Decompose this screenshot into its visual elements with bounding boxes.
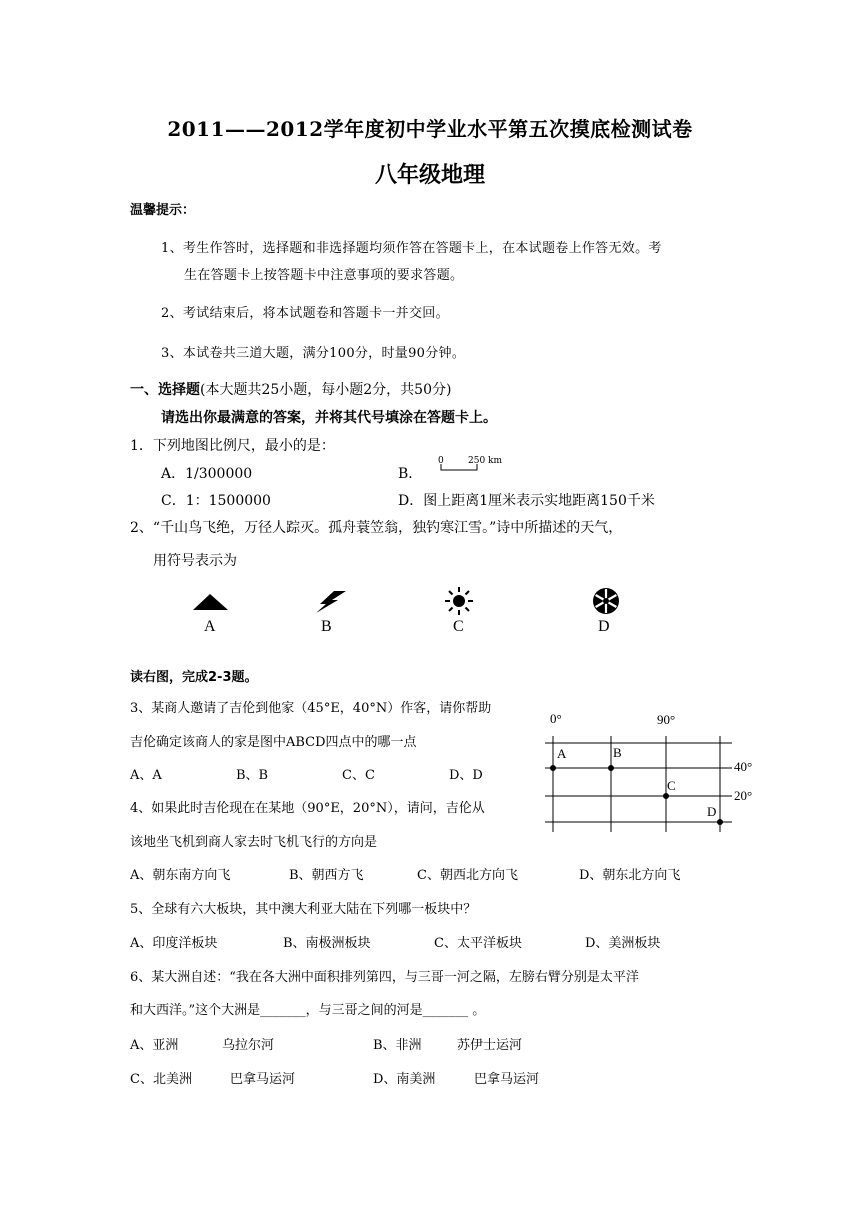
exam-title: 2011——2012学年度初中学业水平第五次摸底检测试卷 — [167, 117, 693, 141]
point-d-label: D — [707, 804, 717, 819]
lon-label-0: 0° — [550, 711, 562, 726]
point-a-label: A — [557, 746, 567, 761]
tip-3: 3、本试卷共三道大题，满分100分，时量90分钟。 — [161, 346, 466, 361]
q2-stem: 2、“千山鸟飞绝，万径人踪灭。孤舟蓑笠翁，独钓寒江雪。”诗中所描述的天气， — [130, 520, 623, 536]
q5-option-c: C、太平洋板块 — [434, 936, 522, 951]
q3-stem-cont: 吉伦确定该商人的家是图中ABCD四点中的哪一点 — [130, 735, 417, 750]
tip-2: 2、考试结束后，将本试题卷和答题卡一并交回。 — [161, 306, 449, 321]
section-note: (本大题共25小题，每小题2分，共50分) — [200, 382, 452, 398]
q3-option-c: C、C — [342, 768, 375, 783]
q6-option-a: A、亚洲 — [130, 1038, 179, 1053]
q4-option-c: C、朝西北方向飞 — [417, 868, 518, 883]
q1-stem: 1．下列地图比例尺，最小的是： — [130, 438, 335, 454]
lat-label-40: 40° — [734, 759, 753, 774]
point-b-marker — [608, 765, 614, 771]
q6-stem-cont: 和大西洋。”这个大洲是_______，与三哥之间的河是_______ 。 — [130, 1003, 486, 1018]
q2-stem-cont: 用符号表示为 — [153, 553, 237, 569]
section-heading — [130, 379, 451, 399]
section-title: 一、选择题 — [130, 382, 200, 398]
q5-option-a: A、印度洋板块 — [130, 936, 218, 951]
scale-bar — [438, 456, 508, 476]
q1-option-c: C．1：1500000 — [161, 493, 271, 509]
q4-option-a: A、朝东南方向飞 — [130, 868, 231, 883]
q2-label-d: D — [598, 618, 610, 635]
q4-option-b: B、朝西方飞 — [289, 868, 364, 883]
point-d-marker — [717, 819, 723, 825]
q4-option-d: D、朝东北方向飞 — [579, 868, 681, 883]
q4-stem-cont: 该地坐飞机到商人家去时飞机飞行的方向是 — [130, 835, 378, 850]
q2-label-b: B — [321, 618, 332, 635]
q5-option-b: B、南极洲板块 — [283, 936, 371, 951]
q1-option-a: A．1/300000 — [161, 466, 253, 482]
tip-1-cont: 生在答题卡上按答题卡中注意事项的要求答题。 — [184, 268, 464, 283]
overcast-icon — [192, 592, 230, 612]
q2-label-a: A — [204, 618, 216, 635]
point-a-marker — [550, 765, 556, 771]
tip-1: 1、考生作答时，选择题和非选择题均须作答在答题卡上，在本试题卷上作答无效。考 — [161, 241, 662, 256]
point-c-label: C — [667, 778, 676, 793]
q5-option-d: D、美洲板块 — [585, 936, 661, 951]
q3-option-a: A、A — [130, 768, 162, 783]
q3-option-b: B、B — [236, 768, 269, 783]
lat-label-20: 20° — [734, 788, 753, 803]
q6-option-c-river: 巴拿马运河 — [230, 1072, 296, 1087]
scale-zero: 0 — [438, 456, 444, 466]
exam-subject: 八年级地理 — [374, 163, 485, 188]
q3-option-d: D、D — [449, 768, 483, 783]
q1-option-d: D．图上距离1厘米表示实地距离150千米 — [398, 493, 655, 509]
section-instruction: 请选出你最满意的答案，并将其代号填涂在答题卡上。 — [161, 410, 497, 426]
sunny-icon — [444, 586, 474, 616]
read-map-instruction: 读右图，完成2-3题。 — [130, 670, 258, 685]
q6-option-b: B、非洲 — [373, 1038, 422, 1053]
q2-label-c: C — [453, 618, 464, 635]
lon-label-90: 90° — [657, 712, 676, 727]
point-b-label: B — [613, 745, 622, 760]
q6-stem: 6、某大洲自述：“我在各大洲中面积排列第四，与三哥一河之隔，左膀右臂分别是太平洋 — [130, 970, 639, 985]
q1-option-b: B． — [398, 466, 423, 482]
q6-option-b-river: 苏伊士运河 — [457, 1038, 523, 1053]
q3-stem: 3、某商人邀请了吉伦到他家（45°E，40°N）作客，请你帮助 — [130, 701, 492, 716]
snow-icon — [590, 586, 622, 616]
q4-stem: 4、如果此时吉伦现在在某地（90°E，20°N），请问，吉伦从 — [130, 801, 485, 816]
lightning-icon — [312, 589, 348, 615]
q6-option-c: C、北美洲 — [130, 1072, 192, 1087]
q6-option-d-river: 巴拿马运河 — [474, 1072, 540, 1087]
tips-heading: 温馨提示： — [130, 203, 196, 218]
q6-option-a-river: 乌拉尔河 — [222, 1038, 275, 1053]
scale-value: 250 km — [468, 456, 503, 466]
q6-option-d: D、南美洲 — [373, 1072, 436, 1087]
lat-lon-grid-map — [540, 706, 770, 836]
q5-stem: 5、全球有六大板块，其中澳大利亚大陆在下列哪一板块中？ — [130, 902, 477, 917]
scale-line — [440, 462, 480, 472]
